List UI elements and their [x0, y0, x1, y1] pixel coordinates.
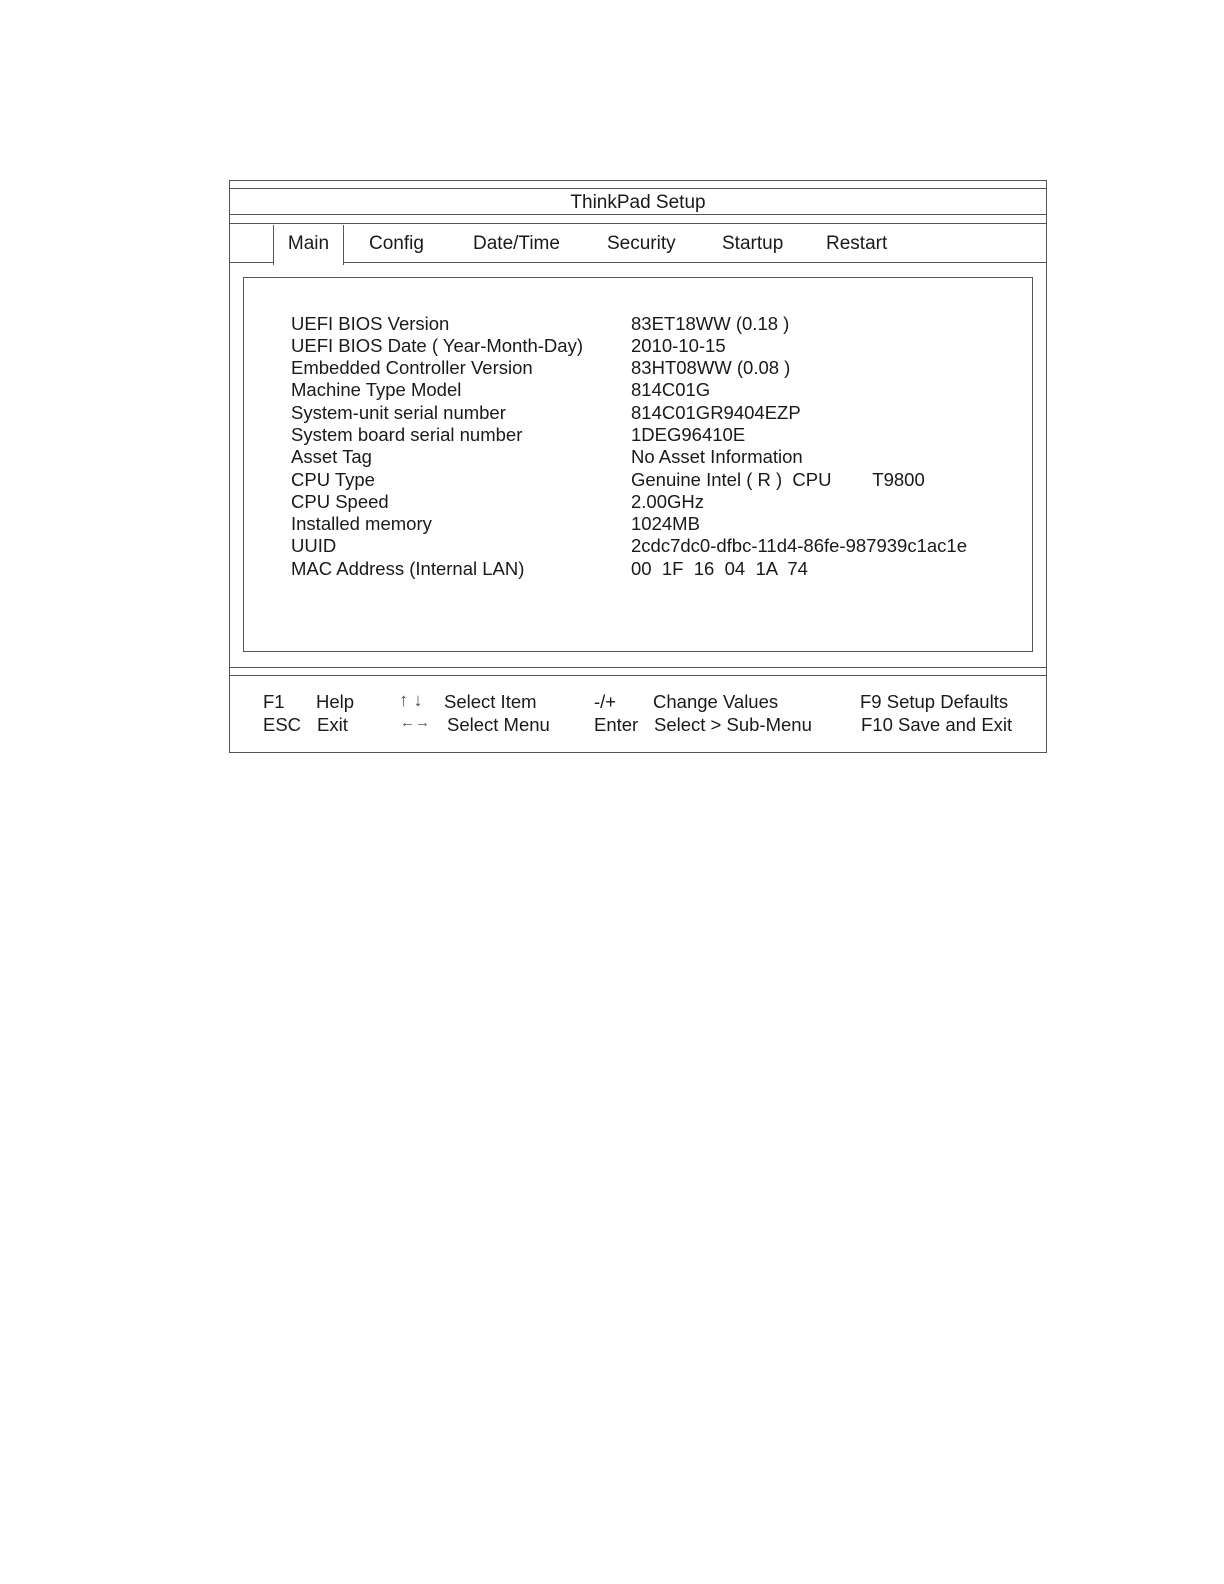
info-label: Asset Tag — [291, 446, 372, 467]
tabbar-bottom-divider-right — [343, 262, 1046, 263]
tab-config[interactable]: Config — [369, 233, 424, 254]
info-label: Installed memory — [291, 513, 432, 534]
setup-window — [229, 180, 1047, 753]
left-right-arrow-icon: ←→ — [400, 714, 430, 731]
tab-bar — [230, 225, 1046, 263]
info-label: CPU Type — [291, 469, 375, 490]
tabbar-top-divider — [230, 223, 1046, 224]
info-row-asset-tag — [291, 446, 803, 468]
info-value: 814C01GR9404EZP — [631, 402, 801, 423]
key-legend — [230, 689, 1046, 749]
info-value: Genuine Intel ( R ) CPU T9800 — [631, 469, 925, 490]
info-row-cpu-speed — [291, 491, 705, 513]
info-label: UUID — [291, 535, 337, 556]
info-value: 814C01G — [631, 379, 711, 400]
info-value: 2cdc7dc0-dfbc-11d4-86fe-987939c1ac1e — [631, 535, 967, 556]
info-row-installed-memory — [291, 513, 700, 535]
window-title: ThinkPad Setup — [570, 192, 706, 213]
f1-help-label: Help — [316, 691, 355, 712]
f9-setup-defaults-label: F9 Setup Defaults — [860, 691, 1009, 712]
info-value: 83HT08WW (0.08 ) — [631, 357, 791, 378]
f10-save-exit-label: F10 Save and Exit — [861, 714, 1013, 735]
info-label: System board serial number — [291, 424, 523, 445]
tab-startup[interactable]: Startup — [722, 233, 784, 254]
main-info-panel — [243, 277, 1033, 652]
footer-top-divider — [230, 667, 1046, 668]
tab-main[interactable]: Main — [273, 225, 344, 265]
info-value: 2010-10-15 — [631, 335, 726, 356]
info-label: Embedded Controller Version — [291, 357, 533, 378]
select-item-label: Select Item — [444, 691, 537, 712]
title-bottom-divider — [230, 214, 1046, 215]
tab-security[interactable]: Security — [607, 233, 676, 254]
info-row-system-serial — [291, 402, 801, 424]
footer-second-divider — [230, 675, 1046, 676]
tab-date-time[interactable]: Date/Time — [473, 233, 560, 254]
info-row-bios-date — [291, 335, 726, 357]
info-value: 1DEG96410E — [631, 424, 746, 445]
info-row-uuid — [291, 535, 967, 557]
info-row-mac-address — [291, 558, 808, 580]
info-row-ec-version — [291, 357, 791, 379]
info-row-board-serial — [291, 424, 746, 446]
info-value: 1024MB — [631, 513, 700, 534]
esc-key: ESC — [263, 714, 302, 735]
enter-key: Enter — [594, 714, 639, 735]
select-menu-label: Select Menu — [447, 714, 550, 735]
info-label: Machine Type Model — [291, 379, 462, 400]
plus-minus-key: -/+ — [594, 691, 617, 712]
info-row-bios-version — [291, 313, 790, 335]
up-down-arrow-icon: ↑ ↓ — [399, 689, 423, 710]
info-value: 2.00GHz — [631, 491, 705, 512]
info-label: UEFI BIOS Version — [291, 313, 450, 334]
info-value: 83ET18WW (0.18 ) — [631, 313, 790, 334]
info-row-cpu-type — [291, 469, 925, 491]
info-label: System-unit serial number — [291, 402, 506, 423]
sub-menu-label: Select > Sub-Menu — [654, 714, 812, 735]
change-values-label: Change Values — [653, 691, 779, 712]
info-label: MAC Address (Internal LAN) — [291, 558, 525, 579]
info-value: 00 1F 16 04 1A 74 — [631, 558, 808, 579]
tabbar-bottom-divider-left — [230, 262, 274, 263]
info-label: UEFI BIOS Date ( Year-Month-Day) — [291, 335, 583, 356]
f1-key: F1 — [263, 691, 285, 712]
info-label: CPU Speed — [291, 491, 389, 512]
esc-exit-label: Exit — [317, 714, 348, 735]
info-value: No Asset Information — [631, 446, 803, 467]
title-top-divider — [230, 188, 1046, 189]
info-row-machine-type — [291, 379, 711, 401]
tab-restart[interactable]: Restart — [826, 233, 888, 254]
